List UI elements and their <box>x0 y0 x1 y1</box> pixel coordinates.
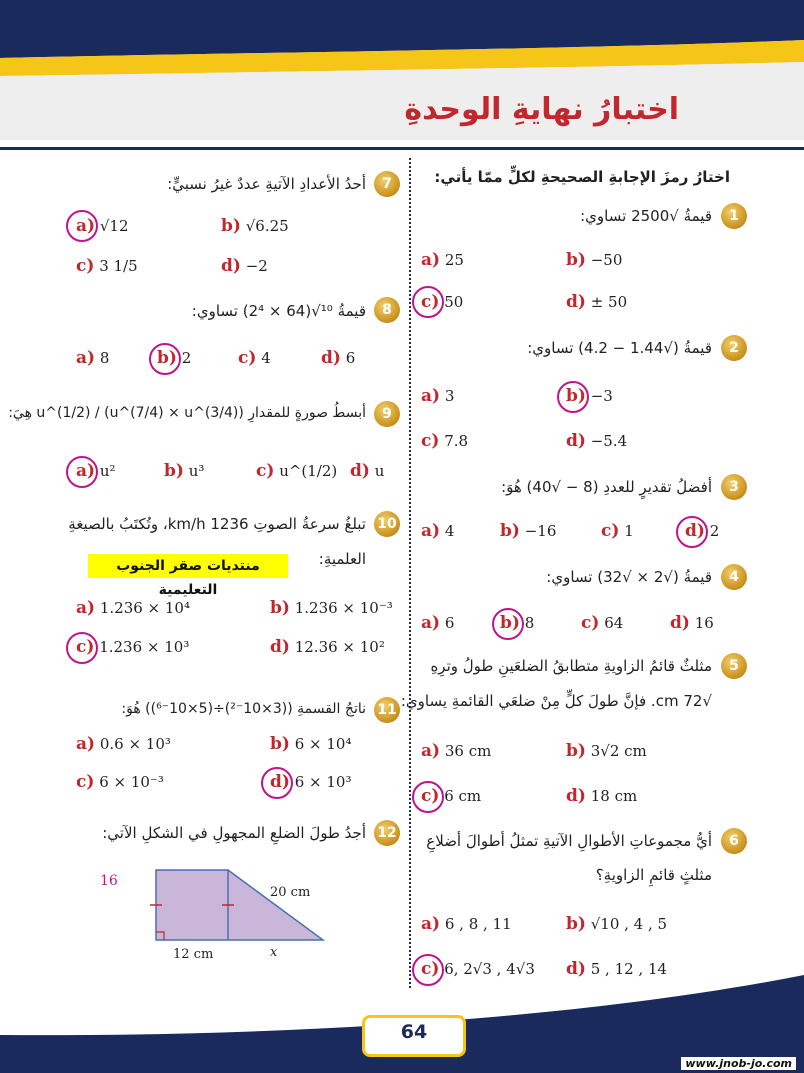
option-c[interactable]: c) 3 1/5 <box>76 256 138 276</box>
option-d[interactable]: d) 5 , 12 , 14 <box>566 959 668 979</box>
option-d[interactable]: d) 16 <box>670 613 714 633</box>
instructions: اختارُ رمزَ الإجابةِ الصحيحةِ لكلٍّ ممّا يأتي: <box>434 168 730 186</box>
question-text-line2: مثلثٍ قائمِ الزاويةِ؟ <box>595 866 712 884</box>
question-text: أحدُ الأعدادِ الآتيةِ عددٌ غيرُ نسبيٍّ: <box>167 175 366 193</box>
question-text: أفضلُ تقديرٍ للعددِ (8 − √40) هُوَ: <box>501 478 712 496</box>
option-a[interactable]: a) u² <box>76 461 116 481</box>
option-b[interactable]: b) 8 <box>500 613 535 633</box>
option-b[interactable]: b) −16 <box>500 521 557 541</box>
title-rule <box>0 147 804 150</box>
option-d[interactable]: d) −5.4 <box>566 431 628 451</box>
question-number: 12 <box>374 820 400 846</box>
answer-circle <box>261 767 293 799</box>
option-d[interactable]: d) 12.36 × 10² <box>270 637 385 657</box>
page-number: 64 <box>400 1021 428 1043</box>
question-number: 4 <box>721 564 747 590</box>
option-c[interactable]: c) 7.8 <box>421 431 469 451</box>
option-a[interactable]: a) 6 , 8 , 11 <box>421 914 512 934</box>
question-text: قيمةُ √2500 تساوي: <box>580 207 712 225</box>
question-number: 1 <box>721 203 747 229</box>
question-text: أجدُ طولَ الضلعِ المجهولِ في الشكلِ الآتي: <box>102 824 366 842</box>
question-text: قيمةُ ¹⁰√(64 × 2⁴) تساوي: <box>191 302 366 320</box>
option-b[interactable]: b) −50 <box>566 250 623 270</box>
option-c[interactable]: c) 1 <box>601 521 634 541</box>
option-a[interactable]: a) 4 <box>421 521 455 541</box>
option-b[interactable]: b) √6.25 <box>221 216 289 236</box>
question-text: ناتجُ القسمةِ ((3×10⁻²)÷(5×10⁻⁶)) هُوَ: <box>121 701 366 717</box>
option-d[interactable]: d) u <box>350 461 385 481</box>
label-20cm: 20 cm <box>270 885 311 900</box>
option-a[interactable]: a) 1.236 × 10⁴ <box>76 598 190 618</box>
label-12cm: 12 cm <box>173 947 214 962</box>
question-number: 7 <box>374 171 400 197</box>
option-d[interactable]: d) 2 <box>685 521 720 541</box>
question-number: 8 <box>374 297 400 323</box>
question-text: أيُّ مجموعاتِ الأطوالِ الآتيةِ تمثلُ أطوالَ أضلاعِ <box>426 832 712 850</box>
option-b[interactable]: b) 2 <box>157 348 192 368</box>
question-number: 10 <box>374 511 400 537</box>
option-a[interactable]: a) 3 <box>421 386 455 406</box>
option-d[interactable]: d) 18 cm <box>566 786 638 806</box>
answer-circle <box>149 343 181 375</box>
option-c[interactable]: c) 6, 2√3 , 4√3 <box>421 959 535 979</box>
answer-circle <box>66 456 98 488</box>
answer-circle <box>66 632 98 664</box>
option-b[interactable]: b) 3√2 cm <box>566 741 647 761</box>
option-b[interactable]: b) −3 <box>566 386 613 406</box>
question-text: مثلثٌ قائمُ الزاويةِ متطابقُ الضلعَينِ طولُ وترِهِ <box>430 657 712 675</box>
header-band <box>0 0 804 140</box>
option-d[interactable]: d) 6 <box>321 348 356 368</box>
option-d[interactable]: d) −2 <box>221 256 268 276</box>
option-c[interactable]: c) u^(1/2) <box>256 461 338 481</box>
answer-circle <box>557 381 589 413</box>
option-a[interactable]: a) 0.6 × 10³ <box>76 734 171 754</box>
column-divider <box>409 158 411 988</box>
footer-url[interactable]: www.jnob-jo.com <box>681 1057 796 1070</box>
option-c[interactable]: c) 50 <box>421 292 464 312</box>
question-text: تبلغُ سرعةُ الصوتِ 1236 km/h، وتُكتَبُ بالصيغةِ <box>68 515 366 533</box>
question-text-line2: √72 cm. فإنَّ طولَ كلٍّ مِنْ ضلعَي القائمةِ يساوي: <box>400 692 712 710</box>
option-b[interactable]: b) 6 × 10⁴ <box>270 734 352 754</box>
option-a[interactable]: a) 36 cm <box>421 741 492 761</box>
option-b[interactable]: b) u³ <box>164 461 205 481</box>
trapezoid-figure <box>140 860 340 970</box>
option-a[interactable]: a) √12 <box>76 216 129 236</box>
option-c[interactable]: c) 4 <box>238 348 271 368</box>
answer-circle <box>412 781 444 813</box>
option-d[interactable]: d) 6 × 10³ <box>270 772 352 792</box>
question-text: قيمةُ (√1.44 − 4.2) تساوي: <box>527 339 712 357</box>
question-number: 6 <box>721 828 747 854</box>
option-b[interactable]: b) 1.236 × 10⁻³ <box>270 598 393 618</box>
question-number: 5 <box>721 653 747 679</box>
figure-number: 16 <box>100 873 118 889</box>
label-x: x <box>270 945 278 960</box>
question-number: 9 <box>374 401 400 427</box>
option-a[interactable]: a) 25 <box>421 250 464 270</box>
page-title: اختبارُ نهايةِ الوحدةِ <box>404 92 679 127</box>
question-text: أبسطُ صورةٍ للمقدارِ (u^(7/4) × u^(3/4)) / u^(1/2) هِيَ: <box>8 405 366 421</box>
header-decoration <box>0 0 804 140</box>
option-d[interactable]: d) ± 50 <box>566 292 628 312</box>
question-number: 3 <box>721 474 747 500</box>
question-text-line2: العلميةِ: <box>318 550 366 568</box>
option-a[interactable]: a) 8 <box>76 348 110 368</box>
option-c[interactable]: c) 64 <box>581 613 624 633</box>
option-c[interactable]: c) 1.236 × 10³ <box>76 637 190 657</box>
question-text: قيمةُ (√2 × √32) تساوي: <box>546 568 712 586</box>
question-number: 11 <box>374 697 400 723</box>
answer-circle <box>412 286 444 318</box>
option-a[interactable]: a) 6 <box>421 613 455 633</box>
answer-circle <box>492 608 524 640</box>
question-number: 2 <box>721 335 747 361</box>
answer-circle <box>66 210 98 242</box>
watermark-label: منتديات صقر الجنوب التعليمية <box>88 554 288 578</box>
option-c[interactable]: c) 6 × 10⁻³ <box>76 772 164 792</box>
option-c[interactable]: c) 6 cm <box>421 786 482 806</box>
option-b[interactable]: b) √10 , 4 , 5 <box>566 914 668 934</box>
answer-circle <box>676 516 708 548</box>
